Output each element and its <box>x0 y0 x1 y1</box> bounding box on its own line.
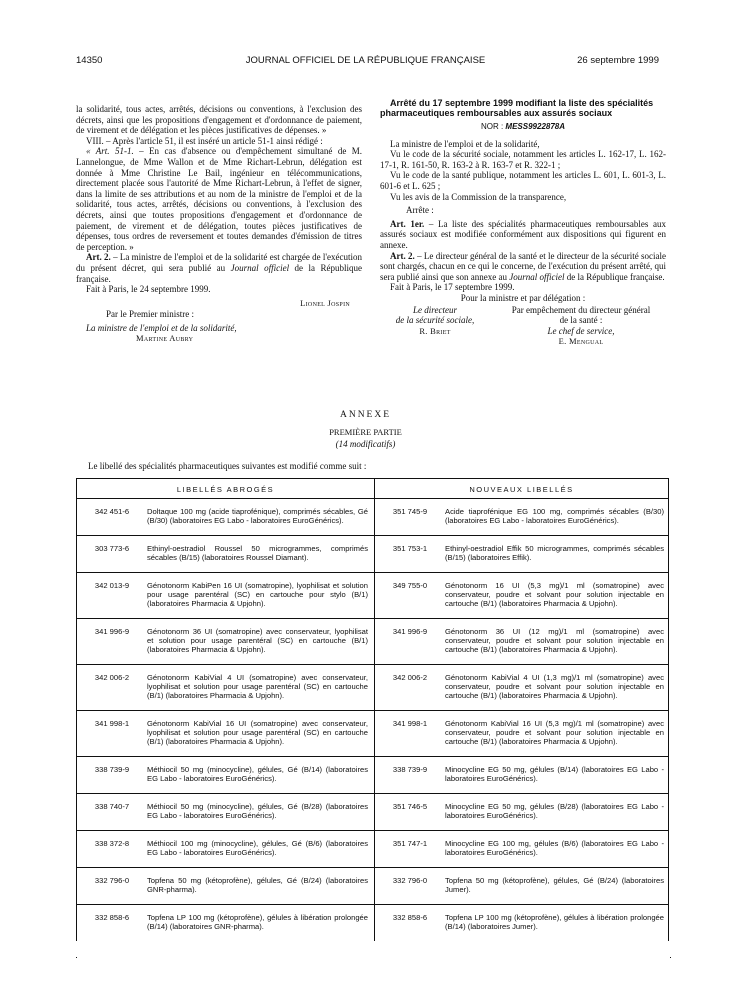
arrete-word: Arrête : <box>406 205 434 216</box>
old-code: 338 739-9 <box>77 757 148 794</box>
paragraph: la solidarité, tous actes, arrêtés, décisions ou conventions, à l'exclusion des décrets, ainsi que les propositions d'engagement et d'ordonnance de paiement, de virement et de délégation et les pièces justificatives de dépenses. » <box>76 104 362 136</box>
old-code: 338 740-7 <box>77 794 148 831</box>
new-label: Génotonorm 16 UI (5,3 mg)/1 ml (somatropine) avec conservateur, poudre et solvant pour solution injectable en cartouche (B/1) (laboratoires Pharmacia & Upjohn). <box>445 573 669 619</box>
header-abroges: LIBELLÉS ABROGÉS <box>77 479 375 499</box>
date-line: Fait à Paris, le 17 septembre 1999. <box>390 282 515 293</box>
paragraph: Vu les avis de la Commission de la transparence, <box>390 191 567 202</box>
annex-count: (14 modificatifs) <box>335 439 396 449</box>
new-label: Topfena LP 100 mg (kétoprofène), gélules à libération prolongée (B/14) (laboratoires Jumer). <box>445 913 664 931</box>
signature-line: Le chef de service, <box>547 325 615 336</box>
table-row <box>77 711 669 757</box>
article-text: – En cas d'absence ou d'empêchement simultané de M. Lannelongue, de Mme Wallon et de Mme Richart-Lebrun, délégation est donnée à Mme Christine Le Bail, ingénieur en télécommunications, directement placée sous l'autorité de Mme Richart-Lebrun, à l'effet de signer, dans la limite de ses attributions et au nom de la ministre de l'emploi et de la solidarité, tous actes, arrêtés, décisions ou conventions, à l'exclusion des décrets, ainsi que toutes propositions d'engagement et d'ordonnance de paiement, de virement et de délégation, toutes pièces justificatives de dépenses, tous ordres de reversement et toutes demandes d'émission de titres de perception. » <box>76 146 362 252</box>
article-1 <box>380 219 666 251</box>
new-label: Ethinyl-oestradiol Effik 50 microgrammes, comprimés sécables (B/15) (laboratoires Effik). <box>445 536 669 573</box>
journal-ref: Journal officiel <box>509 271 565 282</box>
paragraph: VIII. – Après l'article 51, il est inséré un article 51-1 ainsi rédigé : <box>86 135 323 146</box>
new-code: 341 996-9 <box>375 619 446 665</box>
signature-line: de la santé : <box>559 315 603 326</box>
old-code: 338 372-8 <box>77 831 148 868</box>
annex-title: ANNEXE <box>339 410 392 420</box>
new-code: 351 747-1 <box>375 831 446 868</box>
new-code: 332 858-6 <box>375 905 446 942</box>
left-column <box>76 104 362 344</box>
journal-title: JOURNAL OFFICIEL DE LA RÉPUBLIQUE FRANÇAISE <box>245 55 486 66</box>
old-label: Génotonorm KabiPen 16 UI (somatropine), lyophilisat et solution pour usage parentéral (SC) en cartouche pour stylo (B/1) (laboratoires Pharmacia & Upjohn). <box>147 573 375 619</box>
old-label: Topfena 50 mg (kétoprofène), gélules, Gé (B/24) (laboratoires GNR-pharma). <box>147 868 375 905</box>
signature-right <box>496 305 666 347</box>
signature-row <box>380 305 666 347</box>
article-text: de la République française. <box>76 262 363 284</box>
table-row <box>77 665 669 711</box>
table-row <box>77 499 669 536</box>
signature-name: R. Briet <box>419 325 451 336</box>
new-label: Minocycline EG 100 mg, gélules (B/6) (laboratoires EG Labo - laboratoires EuroGénérics). <box>445 831 669 868</box>
date-line: Fait à Paris, le 24 septembre 1999. <box>86 284 211 295</box>
signature-line: La ministre de l'emploi et de la solidarité, <box>86 322 237 333</box>
new-label: Topfena 50 mg (kétoprofène), gélules, Gé (B/24) (laboratoires Jumer). <box>445 868 669 905</box>
new-code: 338 739-9 <box>375 757 446 794</box>
new-label: Génotonorm KabiVial 4 UI (1,3 mg)/1 ml (somatropine) avec conservateur, poudre et solvant pour solution injectable en cartouche (B/1) (laboratoires Pharmacia & Upjohn). <box>445 665 669 711</box>
page-number: 14350 <box>76 55 103 66</box>
signature-pm: Lionel Jospin <box>300 297 350 308</box>
table-row <box>77 536 669 573</box>
old-label: Génotonorm KabiVial 4 UI (somatropine) avec conservateur, lyophilisat et solution pour usage parentéral (SC) en cartouche (B/1) (laboratoires Pharmacia & Upjohn). <box>147 665 375 711</box>
old-code: 332 796-0 <box>77 868 148 905</box>
article-ref: « Art. 51-1. <box>86 146 134 157</box>
old-label: Doltaque 100 mg (acide tiaprofénique), comprimés sécables, Gé (B/30) (laboratoires EG Labo - laboratoires EuroGénérics). <box>147 499 375 536</box>
header-date: 26 septembre 1999 <box>577 55 659 66</box>
table-row <box>77 905 669 942</box>
article-text: – La liste des spécialités pharmaceutiques remboursables aux assurés sociaux est modifiée conformément aux dispositions qui figurent en annexe. <box>380 218 666 250</box>
new-label: Acide tiaprofénique EG 100 mg, comprimés sécables (B/30) (laboratoires EG Labo - laboratoires EuroGénérics). <box>445 499 669 536</box>
paragraph: Vu le code de la santé publique, notamment les articles L. 601, L. 601-3, L. 601-6 et L. 625 ; <box>380 170 666 191</box>
signature-name: E. Mengual <box>558 336 604 347</box>
old-label: Ethinyl-oestradiol Roussel 50 microgrammes, comprimés sécables (B/15) (laboratoires Roussel Diamant). <box>147 536 375 573</box>
header-nouveaux: NOUVEAUX LIBELLÉS <box>375 479 669 499</box>
article-text: de la République française. <box>564 271 665 282</box>
paragraph: Vu le code de la sécurité sociale, notamment les articles L. 162-17, L. 162-17-1, R. 161-50, R. 163-2 à R. 163-7 et R. 322-1 ; <box>380 149 666 170</box>
new-label: Génotonorm 36 UI (12 mg)/1 ml (somatropine) avec conservateur, poudre et solvant pour solution injectable en cartouche (B/1) (laboratoires Pharmacia & Upjohn). <box>445 619 669 665</box>
annex-intro: Le libellé des spécialités pharmaceutiques suivantes est modifié comme suit : <box>88 461 367 471</box>
new-code: 332 796-0 <box>375 868 446 905</box>
new-code: 341 998-1 <box>375 711 446 757</box>
new-code: 342 006-2 <box>375 665 446 711</box>
table-row <box>77 868 669 905</box>
old-code: 341 998-1 <box>77 711 148 757</box>
table-row <box>77 573 669 619</box>
article-text: – Le directeur général de la santé et le directeur de la sécurité sociale sont chargés, chacun en ce qui le concerne, de l'exécution du présent arrêté, qui sera publié ainsi que son annexe au <box>380 250 666 282</box>
delegation-line: Pour la ministre et par délégation : <box>460 292 586 303</box>
old-code: 342 006-2 <box>77 665 148 711</box>
table-row <box>77 794 669 831</box>
signature-line: de la sécurité sociale, <box>395 315 475 326</box>
table-row <box>77 619 669 665</box>
journal-ref: Journal officiel <box>230 262 290 273</box>
old-code: 303 773-6 <box>77 536 148 573</box>
signature-left <box>380 305 490 347</box>
table-row <box>77 831 669 868</box>
old-code: 342 013-9 <box>77 573 148 619</box>
new-label: Génotonorm KabiVial 16 UI (5,3 mg)/1 ml (somatropine) avec conservateur, poudre et solvant pour solution injectable en cartouche (B/1) (laboratoires Pharmacia & Upjohn). <box>445 711 669 757</box>
article-text: – La ministre de l'emploi et de la solidarité est chargée de l'exécution du présent décret, qui sera publié au <box>76 252 362 273</box>
nor-code: MESS9922878A <box>505 122 566 131</box>
table-continuation <box>76 957 671 958</box>
old-label: Méthiocil 50 mg (minocycline), gélules, Gé (B/28) (laboratoires EG Labo - laboratoires EuroGénérics). <box>147 794 375 831</box>
table-row <box>77 757 669 794</box>
article-2 <box>76 252 362 284</box>
paragraph: La ministre de l'emploi et de la solidarité, <box>390 138 540 149</box>
article-ref: Art. 1er. <box>390 218 425 229</box>
article-ref: Art. 2. <box>390 250 415 261</box>
new-label: Minocycline EG 50 mg, gélules (B/14) (laboratoires EG Labo - laboratoires EuroGénérics). <box>445 757 669 794</box>
old-label: Méthiocil 100 mg (minocycline), gélules, Gé (B/6) (laboratoires EG Labo - laboratoires EuroGénérics). <box>147 831 375 868</box>
old-label: Topfena LP 100 mg (kétoprofène), gélules à libération prolongée (B/14) (laboratoires GNR-pharma). <box>147 913 368 931</box>
old-code: 332 858-6 <box>94 913 130 922</box>
new-code: 349 755-0 <box>375 573 446 619</box>
signature-line: Par le Premier ministre : <box>106 309 194 320</box>
article-2 <box>380 251 666 283</box>
old-code: 342 451-6 <box>77 499 148 536</box>
nor-label: NOR : <box>480 122 506 131</box>
signature-minister: Martine Aubry <box>136 333 194 344</box>
article-51-1 <box>76 146 362 252</box>
right-column <box>380 98 666 347</box>
signature-line: Par empêchement du directeur général <box>511 304 651 315</box>
annex-part: PREMIÈRE PARTIE <box>329 427 402 437</box>
specialites-table <box>76 478 669 941</box>
new-label: Minocycline EG 50 mg, gélules (B/28) (laboratoires EG Labo - laboratoires EuroGénérics). <box>445 794 669 831</box>
old-label: Génotonorm 36 UI (somatropine) avec conservateur, lyophilisat et solution pour usage parentéral (SC) en cartouche (B/1) (laboratoires Pharmacia & Upjohn). <box>147 619 375 665</box>
new-code: 351 746-5 <box>375 794 446 831</box>
nor-line <box>380 122 666 133</box>
new-code: 351 753-1 <box>375 536 446 573</box>
new-code: 351 745-9 <box>375 499 446 536</box>
old-code: 341 996-9 <box>77 619 148 665</box>
old-label: Génotonorm KabiVial 16 UI (somatropine) avec conservateur, lyophilisat et solution pour usage parentéral (SC) en cartouche (B/1) (laboratoires Pharmacia & Upjohn). <box>147 711 375 757</box>
signature-line: Le directeur <box>413 304 457 315</box>
table-header-row <box>77 479 669 499</box>
old-label: Méthiocil 50 mg (minocycline), gélules, Gé (B/14) (laboratoires EG Labo - laboratoires EuroGénérics). <box>147 757 375 794</box>
arrete-title: Arrêté du 17 septembre 1999 modifiant la liste des spécialités pharmaceutiques remboursables aux assurés sociaux <box>380 98 654 118</box>
article-ref: Art. 2. <box>86 252 111 263</box>
